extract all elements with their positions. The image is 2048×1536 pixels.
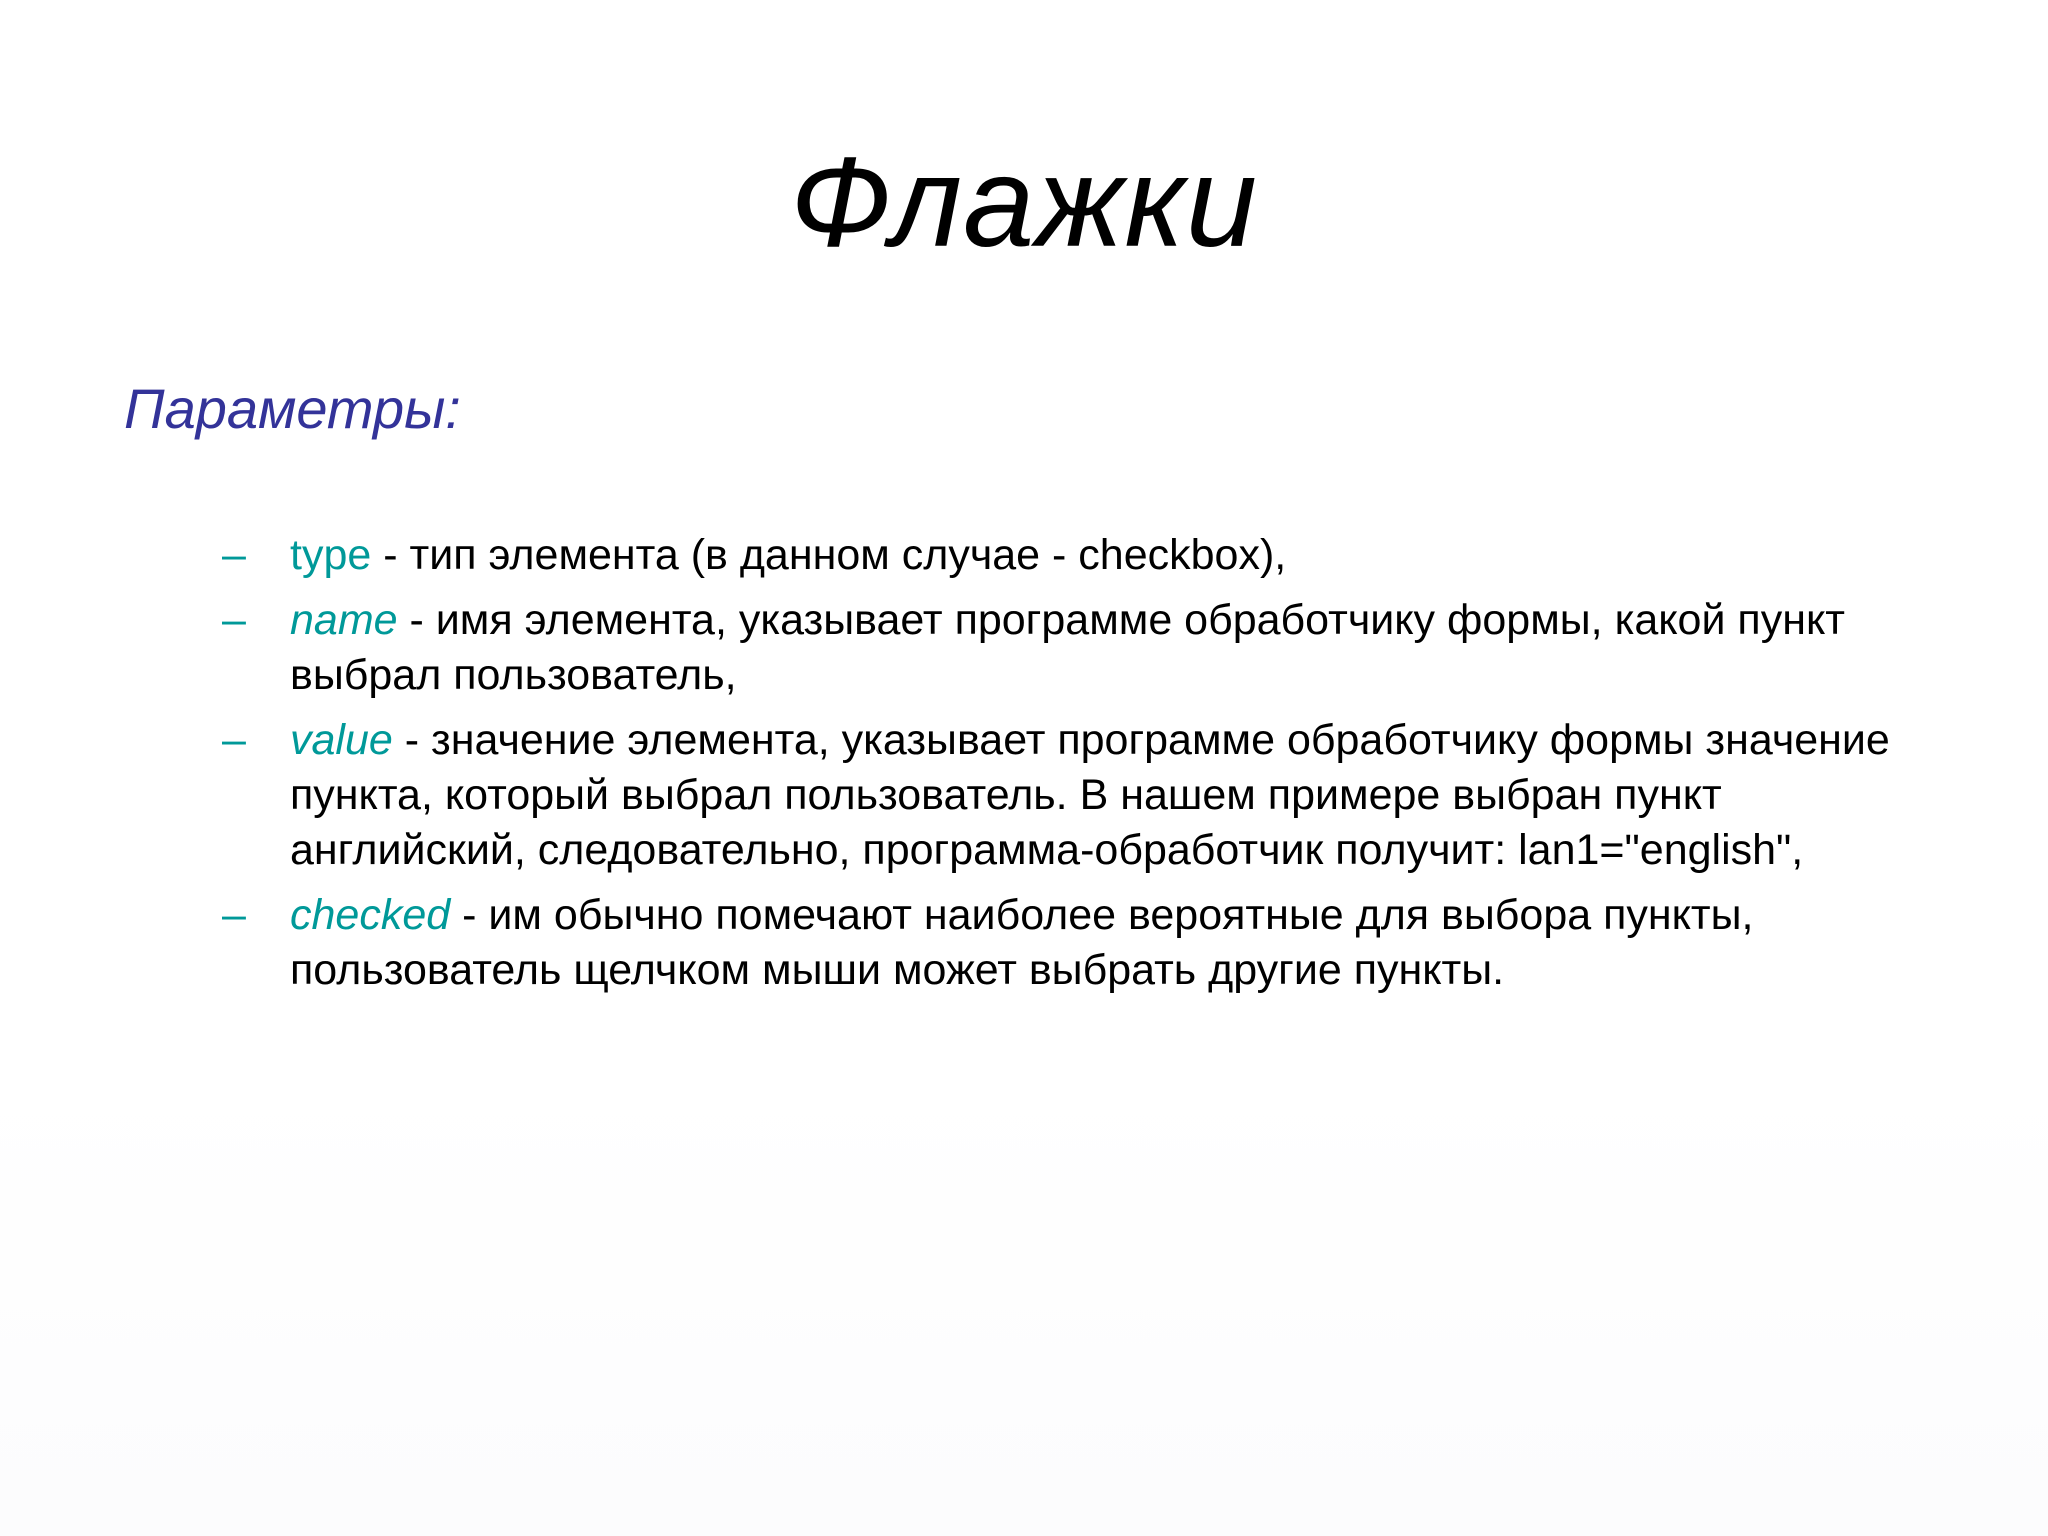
parameter-list — [222, 528, 1942, 1008]
dash-bullet: – — [222, 596, 246, 644]
param-term: name — [290, 596, 398, 644]
param-description: - имя элемента, указывает программе обработчику формы, какой пункт выбрал пользователь, — [290, 596, 1845, 699]
list-item-type — [222, 528, 1942, 583]
param-term: type — [290, 531, 372, 579]
param-description: - значение элемента, указывает программе обработчику формы значение пункта, который выбрал пользователь. В нашем примере выбран пункт английский, следовательно, программа-обработчик получит: lan1="english", — [290, 716, 1890, 874]
dash-bullet: – — [222, 716, 246, 764]
dash-bullet: – — [222, 531, 246, 579]
param-term: checked — [290, 891, 451, 939]
param-description: - тип элемента (в данном случае - checkbox), — [371, 531, 1287, 579]
dash-bullet: – — [222, 891, 246, 939]
param-description: - им обычно помечают наиболее вероятные для выбора пункты, пользователь щелчком мыши может выбрать другие пункты. — [290, 891, 1754, 994]
list-item-value — [222, 713, 1942, 878]
list-item-checked — [222, 888, 1942, 998]
list-item-name — [222, 593, 1942, 703]
slide-title: Флажки — [790, 131, 1258, 274]
param-term: value — [290, 716, 393, 764]
section-subtitle: Параметры: — [124, 377, 461, 440]
